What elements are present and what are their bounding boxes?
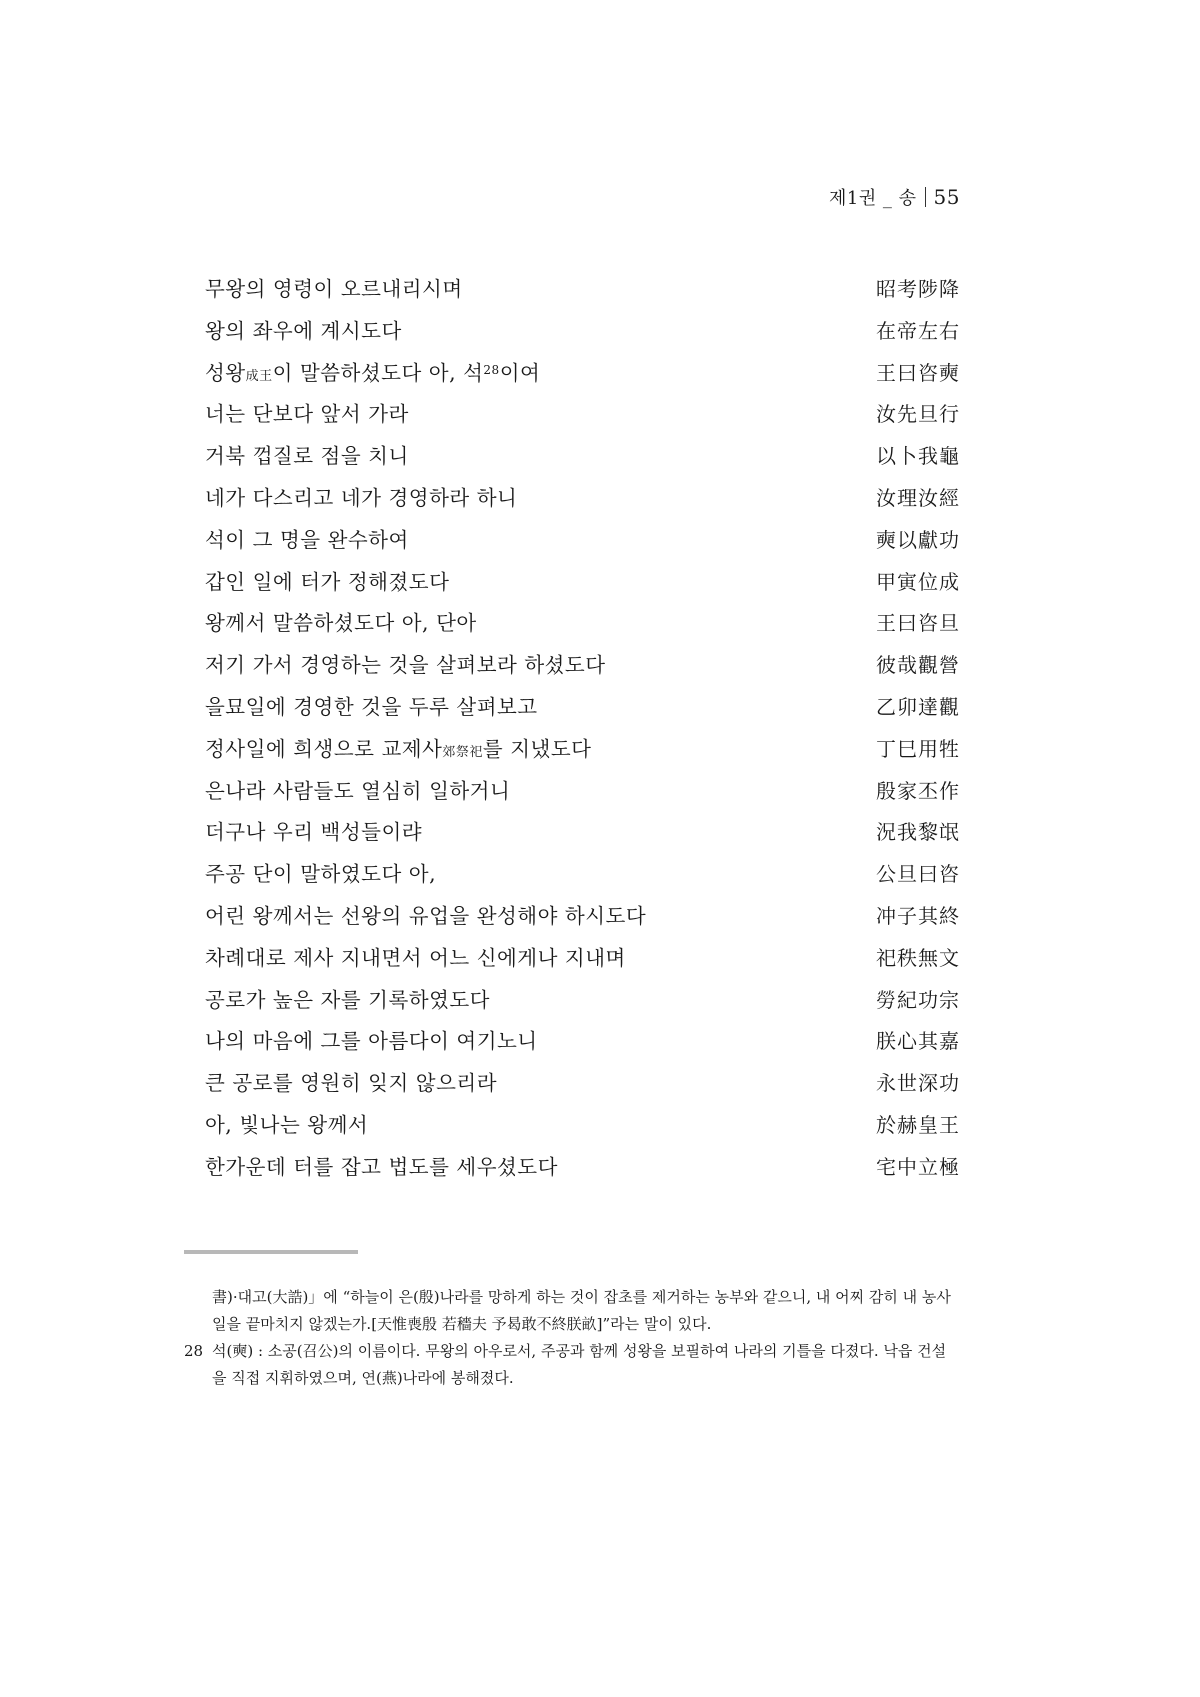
running-head-title: 제1권 _ 송	[828, 188, 917, 209]
verse-korean: 주공 단이 말하였도다 아,	[205, 862, 437, 887]
verse-line	[205, 1066, 960, 1108]
verse-line	[205, 941, 960, 983]
verse-line	[205, 774, 960, 816]
verse-hanja: 汝理汝經	[876, 485, 960, 510]
footnote	[184, 1284, 960, 1338]
verse-hanja: 殷家丕作	[876, 778, 960, 803]
verse-korean: 왕께서 말씀하셨도다 아, 단아	[205, 611, 477, 636]
verse-hanja: 況我黎氓	[876, 820, 960, 845]
footnote-separator	[184, 1250, 358, 1254]
verse-korean: 너는 단보다 앞서 가라	[205, 402, 409, 427]
verse-line	[205, 899, 960, 941]
verse-korean: 무왕의 영령이 오르내리시며	[205, 277, 463, 301]
verse-line	[205, 397, 960, 439]
verse-hanja: 公旦曰咨	[876, 862, 960, 887]
verse-korean: 거북 껍질로 점을 치니	[205, 444, 409, 469]
verse-gloss: 成王	[245, 368, 273, 384]
verse-line	[205, 565, 960, 607]
verse-line	[205, 1150, 960, 1192]
verse-korean: 왕의 좌우에 계시도다	[205, 318, 402, 343]
footnote-ref[interactable]: 28	[483, 362, 500, 377]
poem-verses	[205, 272, 960, 1192]
running-head-divider	[925, 187, 926, 207]
verse-korean: 나의 마음에 그를 아름다이 여기노니	[205, 1029, 538, 1054]
verse-line	[205, 690, 960, 732]
verse-line	[205, 857, 960, 899]
footnote-text: 석(奭) : 소공(召公)의 이름이다. 무왕의 아우로서, 주공과 함께 성왕을 보필하여 나라의 기틀을 다졌다. 낙읍 건설을 직접 지휘하였으며, 연(燕)나라에 봉해졌다.	[212, 1342, 947, 1387]
verse-hanja: 勞紀功宗	[876, 987, 960, 1012]
verse-hanja: 丁巳用牲	[876, 736, 960, 761]
verse-korean	[205, 356, 540, 386]
verse-line	[205, 272, 960, 314]
verse-hanja: 以卜我龜	[876, 444, 960, 469]
footnote-text: 書)·대고(大誥)」에 “하늘이 은(殷)나라를 망하게 하는 것이 잡초를 제거하는 농부와 같으니, 내 어찌 감히 내 농사일을 끝마치지 않겠는가.[天惟喪殷 若穡夫 予曷敢不終朕畝]”라는 말이 있다.	[212, 1288, 951, 1333]
verse-line	[205, 732, 960, 774]
verse-korean-part: 이여	[499, 360, 541, 385]
verse-hanja: 王曰咨奭	[876, 360, 960, 385]
verse-line	[205, 439, 960, 481]
running-head	[829, 184, 960, 210]
verse-line	[205, 1024, 960, 1066]
verse-korean: 어린 왕께서는 선왕의 유업을 완성해야 하시도다	[205, 903, 647, 928]
verse-korean: 갑인 일에 터가 정해졌도다	[205, 569, 450, 594]
verse-hanja: 於赫皇王	[876, 1112, 960, 1137]
verse-line	[205, 314, 960, 356]
page-number: 55	[933, 185, 960, 209]
verse-hanja: 昭考陟降	[876, 277, 960, 301]
footnote	[184, 1338, 960, 1392]
verse-hanja: 甲寅位成	[876, 569, 960, 594]
verse-line	[205, 983, 960, 1025]
verse-line	[205, 523, 960, 565]
verse-line	[205, 815, 960, 857]
verse-hanja: 乙卯達觀	[876, 694, 960, 719]
verse-hanja: 朕心其嘉	[876, 1029, 960, 1054]
verse-korean-part: 이 말씀하셨도다 아, 석	[272, 360, 484, 385]
verse-hanja: 宅中立極	[876, 1154, 960, 1179]
verse-line	[205, 356, 960, 398]
verse-line	[205, 481, 960, 523]
verse-hanja: 永世深功	[876, 1071, 960, 1096]
verse-hanja: 冲子其終	[876, 903, 960, 928]
verse-korean: 네가 다스리고 네가 경영하라 하니	[205, 485, 518, 510]
verse-korean: 을묘일에 경영한 것을 두루 살펴보고	[205, 694, 538, 719]
footnote-number: 28	[184, 1342, 204, 1360]
verse-korean-part: 를 지냈도다	[482, 736, 592, 761]
verse-line	[205, 648, 960, 690]
verse-korean: 한가운데 터를 잡고 법도를 세우셨도다	[205, 1154, 558, 1179]
verse-hanja: 祀秩無文	[876, 945, 960, 970]
verse-hanja: 汝先旦行	[876, 402, 960, 427]
verse-korean: 더구나 우리 백성들이랴	[205, 820, 423, 845]
verse-korean: 석이 그 명을 완수하여	[205, 527, 409, 552]
verse-hanja: 在帝左右	[876, 318, 960, 343]
verse-korean: 공로가 높은 자를 기록하였도다	[205, 987, 490, 1012]
verse-hanja: 彼哉觀營	[876, 653, 960, 678]
verse-gloss: 郊祭祀	[442, 744, 483, 760]
verse-korean	[205, 732, 591, 762]
footnotes	[184, 1284, 960, 1392]
verse-line	[205, 1108, 960, 1150]
verse-korean: 은나라 사람들도 열심히 일하거니	[205, 778, 511, 803]
verse-korean: 차례대로 제사 지내면서 어느 신에게나 지내며	[205, 945, 626, 970]
verse-korean: 아, 빛나는 왕께서	[205, 1112, 369, 1137]
verse-korean-part: 정사일에 희생으로 교제사	[205, 736, 443, 761]
verse-korean: 큰 공로를 영원히 잊지 않으리라	[205, 1071, 498, 1096]
verse-korean-part: 성왕	[205, 360, 246, 385]
verse-line	[205, 606, 960, 648]
verse-hanja: 奭以獻功	[876, 527, 960, 552]
verse-hanja: 王曰咨旦	[876, 611, 960, 636]
verse-korean: 저기 가서 경영하는 것을 살펴보라 하셨도다	[205, 653, 606, 678]
